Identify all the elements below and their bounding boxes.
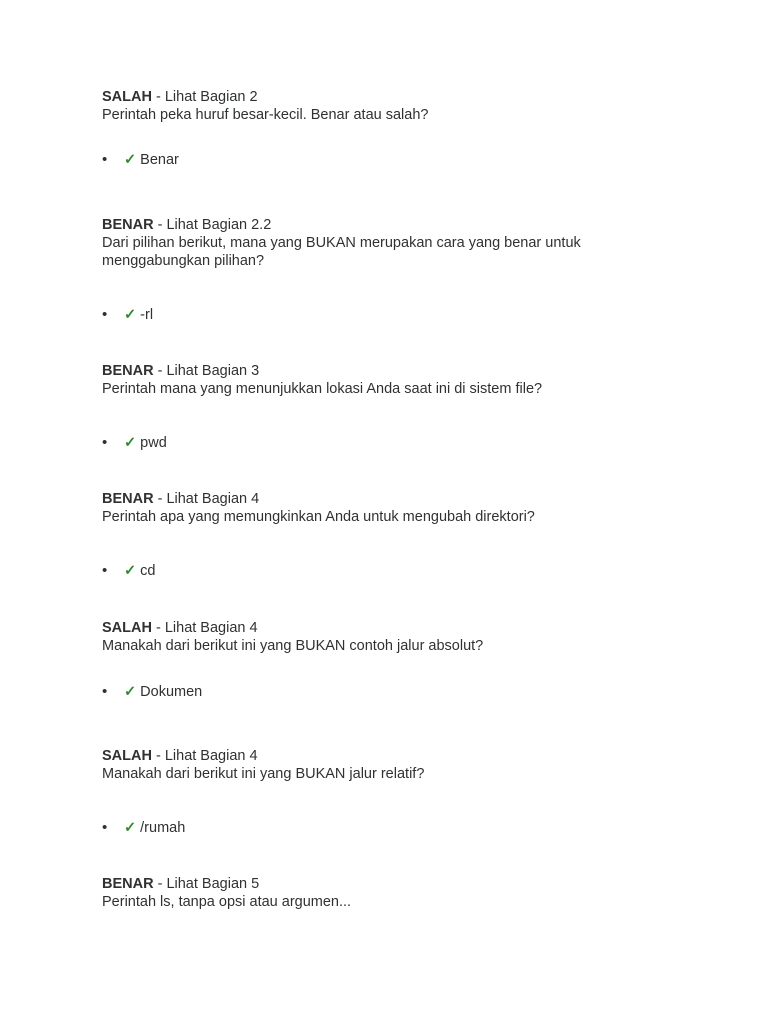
item-heading <box>102 88 662 106</box>
answer-text: Dokumen <box>140 684 203 700</box>
bullet-icon: • <box>102 819 108 836</box>
section-reference: - Lihat Bagian 4 <box>153 491 260 507</box>
quiz-item <box>102 747 662 783</box>
question-text: Manakah dari berikut ini yang BUKAN contoh jalur absolut? <box>102 638 484 654</box>
question-text: Manakah dari berikut ini yang BUKAN jalur relatif? <box>102 766 425 782</box>
bullet-icon: • <box>102 151 108 168</box>
check-icon: ✓ <box>124 307 137 323</box>
check-icon: ✓ <box>124 435 137 451</box>
bullet-icon: • <box>102 434 108 451</box>
answer-text: Benar <box>140 152 179 168</box>
check-icon: ✓ <box>124 684 137 700</box>
item-heading <box>102 362 662 380</box>
section-reference: - Lihat Bagian 2 <box>151 89 258 105</box>
verdict-label: BENAR <box>102 491 154 507</box>
item-heading <box>102 747 662 765</box>
verdict-label: BENAR <box>102 217 154 233</box>
item-heading <box>102 619 662 637</box>
question-text: Dari pilihan berikut, mana yang BUKAN merupakan cara yang benar untuk menggabungkan pilihan? <box>102 235 581 269</box>
quiz-item <box>102 875 662 911</box>
answer-text: /rumah <box>140 820 186 836</box>
verdict-label: SALAH <box>102 89 152 105</box>
quiz-item <box>102 619 662 655</box>
verdict-label: BENAR <box>102 876 154 892</box>
answer-row <box>102 434 167 452</box>
section-reference: - Lihat Bagian 3 <box>153 363 260 379</box>
section-reference: - Lihat Bagian 4 <box>151 620 258 636</box>
section-reference: - Lihat Bagian 2.2 <box>153 217 272 233</box>
verdict-label: SALAH <box>102 620 152 636</box>
item-heading <box>102 216 662 234</box>
quiz-item <box>102 362 662 398</box>
check-icon: ✓ <box>124 563 137 579</box>
answer-row <box>102 151 179 169</box>
quiz-item <box>102 216 662 270</box>
check-icon: ✓ <box>124 152 137 168</box>
quiz-item <box>102 490 662 526</box>
bullet-icon: • <box>102 306 108 323</box>
answer-row <box>102 683 202 701</box>
question-text: Perintah ls, tanpa opsi atau argumen... <box>102 894 352 910</box>
answer-text: pwd <box>140 435 167 451</box>
question-text: Perintah peka huruf besar-kecil. Benar atau salah? <box>102 107 429 123</box>
quiz-item <box>102 88 662 124</box>
answer-row <box>102 306 153 324</box>
item-heading <box>102 490 662 508</box>
section-reference: - Lihat Bagian 4 <box>151 748 258 764</box>
item-heading <box>102 875 662 893</box>
answer-text: cd <box>140 563 156 579</box>
answer-row <box>102 819 185 837</box>
bullet-icon: • <box>102 683 108 700</box>
section-reference: - Lihat Bagian 5 <box>153 876 260 892</box>
verdict-label: SALAH <box>102 748 152 764</box>
verdict-label: BENAR <box>102 363 154 379</box>
bullet-icon: • <box>102 562 108 579</box>
question-text: Perintah mana yang menunjukkan lokasi Anda saat ini di sistem file? <box>102 381 543 397</box>
question-text: Perintah apa yang memungkinkan Anda untuk mengubah direktori? <box>102 509 535 525</box>
answer-row <box>102 562 155 580</box>
answer-text: -rl <box>140 307 154 323</box>
check-icon: ✓ <box>124 820 137 836</box>
